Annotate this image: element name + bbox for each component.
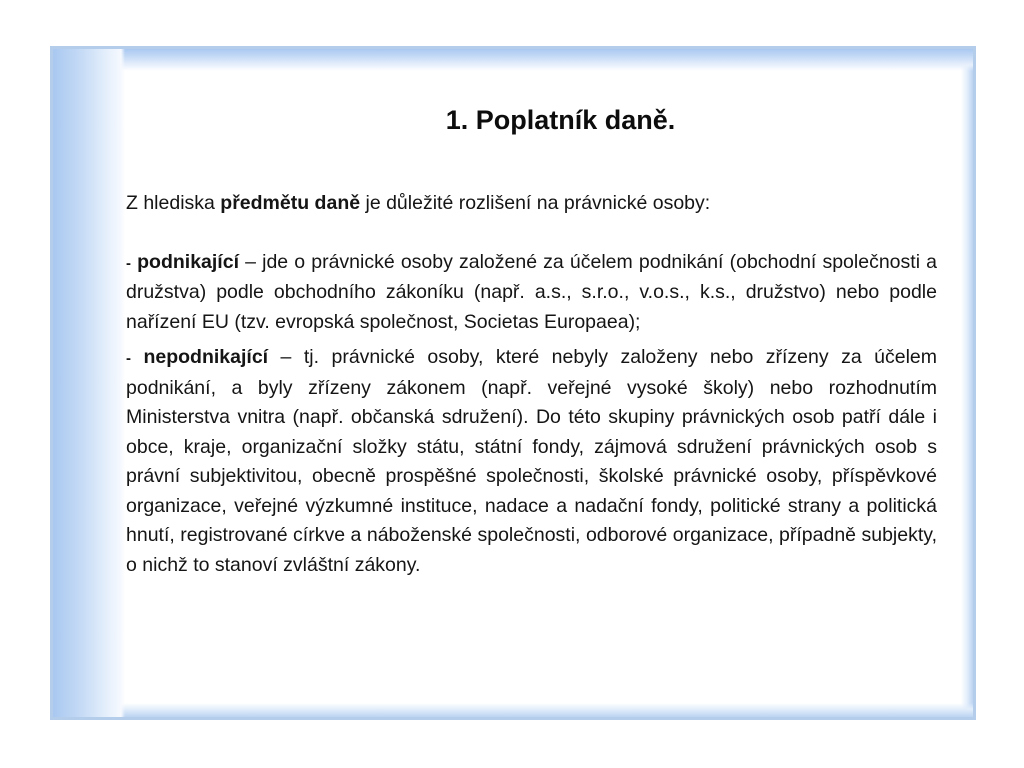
list-item-text: – jde o právnické osoby založené za účelem podnikání (obchodní společnosti a družstva) podle obchodního zákoníku (např. a.s., s.r.o., v.o.s., k.s., družstvo) nebo podle nařízení EU (tzv. evropská společnost, Societas Europaea); [126,250,937,333]
intro-bold-term: předmětu daně [220,192,361,214]
bullet-dash: - [126,254,131,272]
list-item-term: nepodnikající [143,346,269,368]
list-item-nepodnikajici [126,343,937,580]
list-item-text: – tj. právnické osoby, které nebyly založeny nebo zřízeny za účelem podnikání, a byly zřízeny zákonem (např. veřejné vysoké školy) nebo rozhodnutím Ministerstva vnitra (např. občanská sdružení). Do této skupiny právnických osob patří dále i obce, kraje, organizační složky státu, státní fondy, zájmová sdružení právnických osob s právní subjektivitou, obecně prospěšné společnosti, školské právnické osoby, příspěvkové organizace, veřejné výzkumné instituce, nadace a nadační fondy, politické strany a politická hnutí, registrované církve a náboženské společnosti, odborové organizace, případně subjekty, o nichž to stanoví zvláštní zákony. [126,346,938,576]
slide-content [126,189,937,586]
intro-text-before: Z hlediska [126,192,221,214]
list-item-podnikajici [126,248,937,338]
intro-text-after: je důležité rozlišení na právnické osoby: [360,192,711,214]
list-item-term: podnikající [137,250,239,273]
slide-title: 1. Poplatník daně. [445,105,676,135]
bullet-dash: - [126,350,131,367]
slide-frame [50,46,976,720]
intro-paragraph [126,189,937,219]
